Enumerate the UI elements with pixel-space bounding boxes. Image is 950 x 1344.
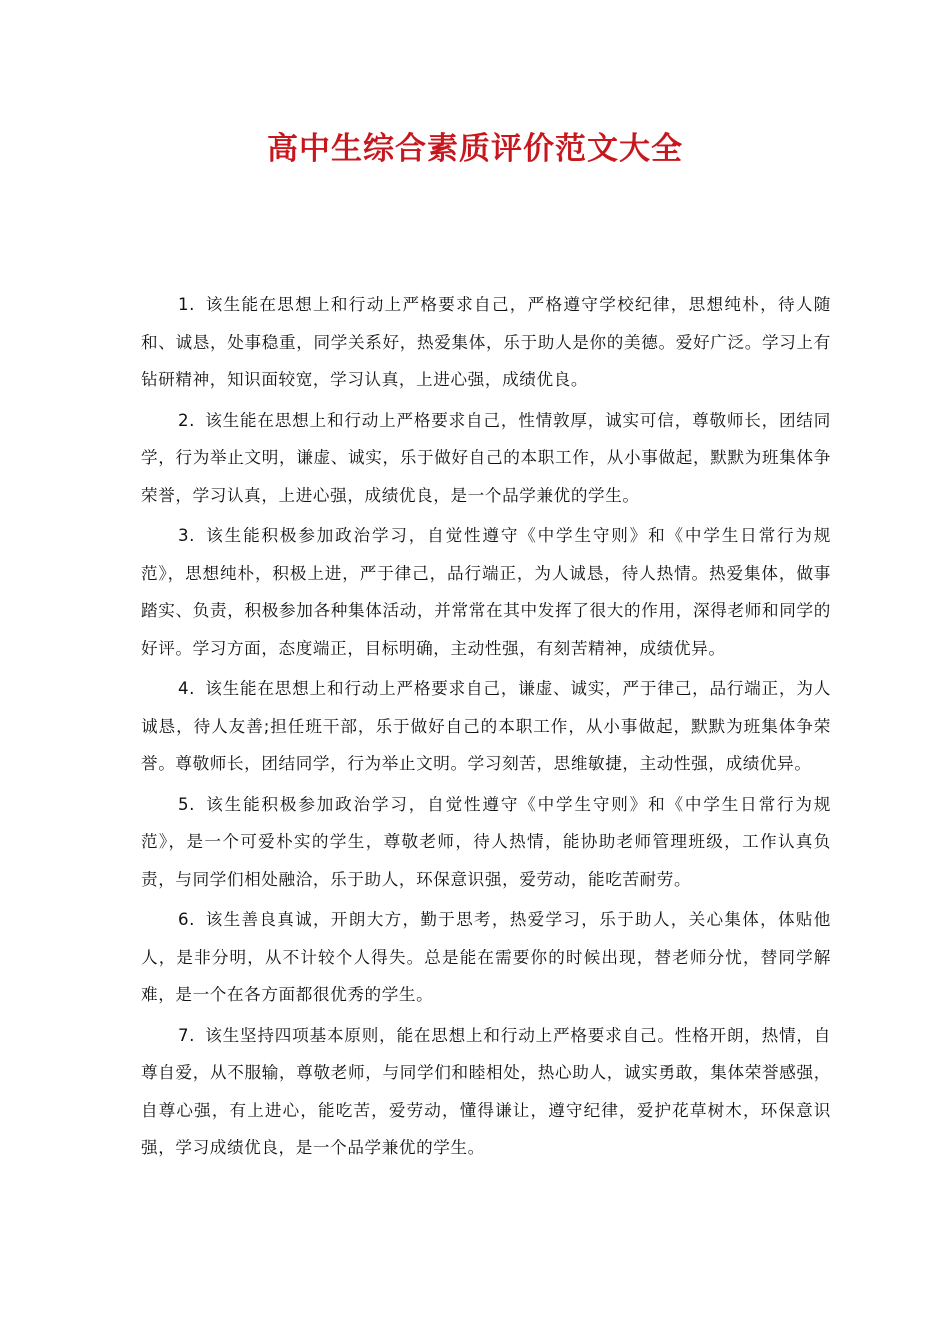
- evaluation-paragraph-1: [141, 286, 831, 399]
- paragraph-number: 1.: [178, 295, 196, 314]
- paragraph-number: 3.: [178, 526, 196, 545]
- paragraph-text: 该生能在思想上和行动上严格要求自己，严格遵守学校纪律，思想纯朴，待人随和、诚恳，处事稳重，同学关系好，热爱集体，乐于助人是你的美德。爱好广泛。学习上有钻研精神，知识面较宽，学习认真，上进心强，成绩优良。: [141, 295, 831, 389]
- paragraph-text: 该生能积极参加政治学习，自觉性遵守《中学生守则》和《中学生日常行为规范》，是一个可爱朴实的学生，尊敬老师，待人热情，能协助老师管理班级，工作认真负责，与同学们相处融洽，乐于助人，环保意识强，爱劳动，能吃苦耐劳。: [141, 794, 831, 889]
- paragraph-number: 4.: [178, 679, 196, 698]
- evaluation-paragraph-6: [141, 901, 831, 1014]
- paragraph-number: 5.: [178, 794, 196, 814]
- paragraph-number: 7.: [178, 1025, 196, 1045]
- paragraph-text: 该生能积极参加政治学习，自觉性遵守《中学生守则》和《中学生日常行为规范》，思想纯朴，积极上进，严于律己，品行端正，为人诚恳，待人热情。热爱集体，做事踏实、负责，积极参加各种集体活动，并常常在其中发挥了很大的作用，深得老师和同学的好评。学习方面，态度端正，目标明确，主动性强，有刻苦精神，成绩优异。: [141, 526, 831, 658]
- paragraph-text: 该生坚持四项基本原则，能在思想上和行动上严格要求自己。性格开朗，热情，自尊自爱，从不服输，尊敬老师，与同学们和睦相处，热心助人，诚实勇敢，集体荣誉感强，自尊心强，有上进心，能吃苦，爱劳动，懂得谦让，遵守纪律，爱护花草树木，环保意识强，学习成绩优良，是一个品学兼优的学生。: [141, 1025, 831, 1157]
- paragraph-number: 6.: [178, 910, 196, 929]
- evaluation-paragraph-2: [141, 402, 831, 515]
- paragraph-number: 2.: [178, 410, 196, 430]
- evaluation-paragraph-4: [141, 670, 831, 783]
- evaluation-paragraph-7: [141, 1017, 831, 1167]
- document-title: 高中生综合素质评价范文大全: [267, 130, 683, 167]
- document-body: [141, 286, 831, 1170]
- paragraph-text: 该生善良真诚，开朗大方，勤于思考，热爱学习，乐于助人，关心集体，体贴他人，是非分明，从不计较个人得失。总是能在需要你的时候出现，替老师分忧，替同学解难，是一个在各方面都很优秀的学生。: [141, 910, 831, 1004]
- paragraph-text: 该生能在思想上和行动上严格要求自己，性情敦厚，诚实可信，尊敬师长，团结同学，行为举止文明，谦虚、诚实，乐于做好自己的本职工作，从小事做起，默默为班集体争荣誉，学习认真，上进心强，成绩优良，是一个品学兼优的学生。: [141, 410, 831, 505]
- paragraph-text: 该生能在思想上和行动上严格要求自己，谦虚、诚实，严于律己，品行端正，为人诚恳，待人友善;担任班干部，乐于做好自己的本职工作，从小事做起，默默为班集体争荣誉。尊敬师长，团结同学，行为举止文明。学习刻苦，思维敏捷，主动性强，成绩优异。: [141, 679, 831, 773]
- evaluation-paragraph-3: [141, 517, 831, 667]
- evaluation-paragraph-5: [141, 786, 831, 899]
